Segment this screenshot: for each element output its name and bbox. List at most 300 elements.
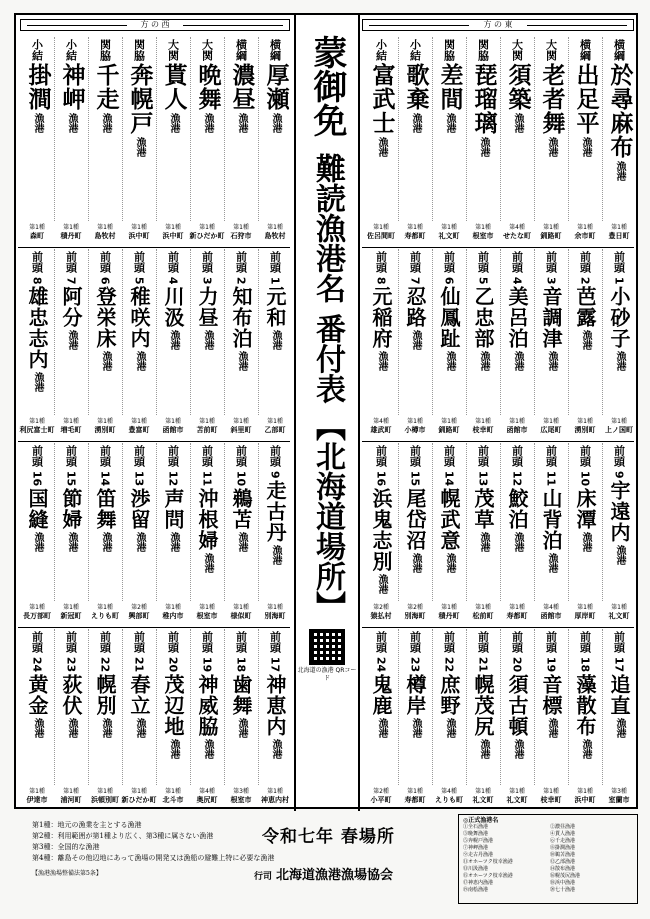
official-port-names-list [463,824,633,894]
port-class: 第1種 [267,418,283,425]
official-port-name-item: ⑰神恵内漁港 [463,880,494,886]
port-class: 第1種 [63,788,79,795]
port-suffix: 漁港 [580,532,591,553]
port-class: 第1種 [29,224,45,231]
rank-label: 前頭 5 [476,251,490,285]
column-divider [534,37,535,221]
port-name: 掛澗 [24,63,51,111]
municipality [189,223,225,241]
port-name: 鬼鹿 [369,674,393,717]
municipality [601,417,637,435]
municipality-name: 松前町 [472,612,494,620]
column-divider [568,629,569,785]
municipality [223,417,259,435]
port-name: 神威脇 [195,674,219,738]
municipality-name: 利尻富士町 [19,426,55,434]
wrestler-entry [226,445,256,601]
wrestler-entry [124,251,154,415]
port-class: 第1種 [441,224,457,231]
rank-label: 前頭 3 [200,251,214,285]
rank-label: 前頭 6 [98,251,112,285]
port-suffix: 漁港 [580,330,591,351]
municipality [533,603,569,621]
municipality-name: 厚岸町 [574,612,596,620]
municipality-name: 島牧村 [94,232,116,240]
municipality [601,223,637,241]
wrestler-entry [90,445,120,601]
rank-label: 前頭 23 [64,631,78,673]
wrestler-entry [604,445,634,601]
rank-label: 前頭 10 [234,445,248,487]
port-name: 小砂子 [607,286,631,350]
wrestler-entry [22,631,52,785]
municipality-name: 様似町 [230,612,252,620]
port-class: 第1種 [543,224,559,231]
port-suffix: 漁港 [100,351,111,372]
row-divider [362,441,634,442]
port-suffix: 漁港 [478,351,489,372]
rank-label: 前頭 18 [234,631,248,673]
municipality [465,417,501,435]
wrestler-entry [56,631,86,785]
column-divider [190,249,191,415]
column-divider [432,37,433,221]
port-name: 幌茂尻 [471,674,495,738]
municipality-name: 寿都町 [404,232,426,240]
port-name: 山背泊 [539,488,563,552]
municipality-name: 別海町 [404,612,426,620]
municipality [567,787,603,805]
port-suffix: 漁港 [32,113,43,133]
port-class: 第1種 [63,224,79,231]
port-suffix: 漁港 [512,739,523,760]
rank-label: 前頭 6 [442,251,456,285]
municipality [397,417,433,435]
port-name: 庶野 [437,674,461,717]
wrestler-entry [90,631,120,785]
column-divider [466,249,467,415]
port-name: 千走 [92,63,119,111]
municipality-name: 浜中町 [162,232,184,240]
wrestler-entry [502,445,532,601]
column-divider [190,443,191,601]
municipality-name: 奥尻町 [196,796,218,804]
municipality-name: 小平町 [370,796,392,804]
wrestler-entry [192,631,222,785]
center-column [294,15,360,811]
port-suffix: 漁港 [410,718,421,739]
wrestler-entry [124,631,154,785]
port-class: 第1種 [475,224,491,231]
column-divider [466,443,467,601]
port-suffix: 漁港 [270,113,281,133]
port-suffix: 漁港 [134,532,145,553]
municipality-name: 根室市 [196,612,218,620]
municipality [601,787,637,805]
port-suffix: 漁港 [270,739,281,760]
port-name: 出足平 [572,63,599,135]
municipality [431,603,467,621]
footer [14,812,638,907]
wrestler-entry [90,39,120,221]
municipality [601,603,637,621]
port-suffix: 漁港 [444,113,455,133]
port-name: 差間 [436,63,463,111]
port-name: 追直 [607,674,631,717]
port-name: 雄忠志内 [25,286,49,371]
municipality-name: 斜里町 [230,426,252,434]
municipality [431,417,467,435]
port-suffix: 漁港 [580,137,591,157]
municipality-name: 寿都町 [404,796,426,804]
rank-label: 前頭 20 [166,631,180,673]
rank-label: 前頭 8 [30,251,44,285]
port-suffix: 漁港 [66,330,77,351]
municipality-name: 雄武町 [370,426,392,434]
wrestler-entry [434,445,464,601]
port-suffix: 漁港 [614,351,625,372]
municipality-name: 別海町 [264,612,286,620]
legend-row: 第1種：地元の漁業を主とする漁港 [32,821,142,829]
east-side-header: 方 の 東 [362,19,634,31]
wrestler-entry [260,39,290,221]
rank-label: 前頭 22 [442,631,456,673]
municipality [499,417,535,435]
rank-label: 前頭 8 [374,251,388,285]
organizer [254,864,454,883]
municipality [499,603,535,621]
port-name: 歯舞 [229,674,253,717]
port-class: 第1種 [233,224,249,231]
municipality-name: 礼文町 [438,232,460,240]
port-suffix: 漁港 [32,532,43,553]
port-suffix: 漁港 [270,545,281,566]
municipality-name: 浜中町 [574,796,596,804]
port-name: 笛舞 [93,488,117,531]
municipality [19,417,55,435]
port-suffix: 漁港 [168,113,179,133]
column-divider [190,37,191,221]
port-name: 幌武意 [437,488,461,552]
season-title: 令和七年 春場所 [262,827,395,847]
port-suffix: 漁港 [410,330,421,351]
municipality-name: 北斗市 [162,796,184,804]
port-class: 第1種 [131,418,147,425]
port-name: 須古頓 [505,674,529,738]
port-name: 仙鳳趾 [437,286,461,350]
wrestler-entry [502,39,532,221]
municipality [257,787,293,805]
rank-label: 前頭 4 [166,251,180,285]
rank-label: 横綱 [612,39,626,61]
column-divider [500,249,501,415]
municipality [465,223,501,241]
rank-label: 前頭 17 [612,631,626,673]
municipality-name: えりも町 [91,612,119,620]
port-name: 力昼 [195,286,219,329]
wrestler-entry [604,251,634,415]
wrestler-entry [536,251,566,415]
rank-label: 前頭 18 [578,631,592,673]
column-divider [466,37,467,221]
port-suffix: 漁港 [376,718,387,739]
wrestler-entry [260,445,290,601]
port-suffix: 漁港 [100,718,111,739]
port-suffix: 漁港 [512,532,523,553]
port-class: 第1種 [233,418,249,425]
municipality-name: 礼文町 [472,796,494,804]
municipality-name: 神恵内村 [261,796,289,804]
port-name: 荻伏 [59,674,83,717]
column-divider [88,629,89,785]
port-name: 元稲府 [369,286,393,350]
municipality [87,603,123,621]
port-name: 茂草 [471,488,495,531]
municipality-name: 石狩市 [230,232,252,240]
municipality [223,223,259,241]
municipality-name: 浜頓別町 [91,796,119,804]
column-divider [602,629,603,785]
port-class: 第1種 [577,224,593,231]
rank-label: 前頭 12 [166,445,180,487]
wrestler-entry [366,445,396,601]
port-name: 歌棄 [402,63,429,111]
official-port-name-item: ⑮オホーツク枝幸漁港 [463,873,513,879]
rank-label: 横綱 [268,39,282,61]
municipality-name: 小樽市 [404,426,426,434]
port-class: 第1種 [509,788,525,795]
rank-label: 大関 [166,39,180,61]
port-suffix: 漁港 [512,113,523,133]
port-class: 第1種 [233,604,249,611]
port-class: 第1種 [407,224,423,231]
port-name: 元和 [263,286,287,329]
port-name: 忍路 [403,286,427,329]
port-class: 第1種 [63,418,79,425]
rank-label: 前頭 24 [374,631,388,673]
rank-label: 前頭 5 [132,251,146,285]
official-port-names-title: ◎正式漁港名 [463,817,499,824]
municipality [533,223,569,241]
wrestler-entry [570,445,600,601]
municipality-name: 函館市 [162,426,184,434]
wrestler-entry [158,631,188,785]
municipality-name: 礼文町 [608,612,630,620]
municipality [53,417,89,435]
wrestler-entry [22,39,52,221]
official-port-name-item: ⑪オホーツク枝幸漁港 [463,859,513,865]
port-name: 厚瀬 [262,63,289,111]
port-class: 第1種 [509,418,525,425]
port-class: 第1種 [29,418,45,425]
municipality-name: 根室市 [472,232,494,240]
municipality-name: 豊日町 [608,232,630,240]
port-name: 於尋麻布 [606,63,633,159]
municipality-name: 増毛町 [60,426,82,434]
port-class: 第3種 [233,788,249,795]
port-class: 第2種 [373,604,389,611]
municipality-name: 湧別町 [574,426,596,434]
port-suffix: 漁港 [444,553,455,574]
column-divider [258,37,259,221]
municipality [363,223,399,241]
wrestler-entry [226,251,256,415]
port-name: 阿分 [59,286,83,329]
column-divider [156,37,157,221]
port-name: 渉留 [127,488,151,531]
port-suffix: 漁港 [100,113,111,133]
municipality [431,787,467,805]
port-suffix: 漁港 [202,739,213,760]
port-name: 茂辺地 [161,674,185,738]
qr-code[interactable] [309,629,345,665]
column-divider [88,249,89,415]
column-divider [398,37,399,221]
municipality [223,603,259,621]
wrestler-entry [400,251,430,415]
municipality-name: 稚内市 [162,612,184,620]
port-suffix: 漁港 [134,137,145,157]
port-suffix: 漁港 [546,553,557,574]
legend-row: 第4種：離島その他辺地にあって漁場の開発又は漁船の避難上特に必要な漁港 [32,854,275,862]
municipality [19,603,55,621]
municipality-name: 釧路町 [438,426,460,434]
municipality [53,223,89,241]
port-class: 第1種 [165,604,181,611]
official-port-name-item: ④貰人漁港 [550,831,576,837]
port-class: 第4種 [373,418,389,425]
official-port-name-item: ③晩舞漁港 [463,831,489,837]
official-port-name-item: ⑲南桧漁港 [463,887,489,893]
municipality-name: 森町 [30,232,44,240]
municipality-name: 根室市 [230,796,252,804]
port-class: 第1種 [475,418,491,425]
venue-title: 【北海道場所】 [310,411,345,622]
rank-label: 関脇 [132,39,146,61]
municipality [397,603,433,621]
port-class: 第1種 [611,604,627,611]
row-divider [362,247,634,248]
column-divider [568,249,569,415]
municipality-name: 浜中町 [128,232,150,240]
column-divider [122,37,123,221]
municipality-name: 興部町 [128,612,150,620]
rank-label: 小結 [30,39,44,61]
rank-label: 前頭 16 [374,445,388,487]
port-name: 富武士 [368,63,395,135]
kanban-title: 蒙御免 [307,35,347,137]
port-class: 第4種 [509,224,525,231]
port-name: 鮫泊 [505,488,529,531]
legend-row: 第2種：利用範囲が第1種より広く、第3種に属さない漁港 [32,832,214,840]
banzuke-sheet [14,13,638,809]
municipality-name: せたな町 [503,232,531,240]
wrestler-entry [192,445,222,601]
wrestler-entry [468,631,498,785]
port-name: 須築 [504,63,531,111]
municipality [189,417,225,435]
wrestler-entry [90,251,120,415]
row-divider [362,627,634,628]
column-divider [224,443,225,601]
qr-caption: 北海道の漁港 QRコード [297,667,357,683]
column-divider [224,629,225,785]
municipality [155,787,191,805]
port-class: 第4種 [441,788,457,795]
port-suffix: 漁港 [614,161,625,181]
port-suffix: 漁港 [270,330,281,351]
municipality [431,223,467,241]
wrestler-entry [158,445,188,601]
wrestler-entry [536,445,566,601]
municipality-name: 上ノ国町 [605,426,633,434]
wrestler-entry [56,39,86,221]
column-divider [466,629,467,785]
port-suffix: 漁港 [66,532,77,553]
municipality [257,603,293,621]
port-name: 美呂泊 [505,286,529,350]
rank-label: 関脇 [98,39,112,61]
official-port-names-box [458,814,638,904]
column-divider [88,37,89,221]
port-class: 第1種 [441,418,457,425]
port-name: 黄金 [25,674,49,717]
row-divider [18,247,290,248]
rank-label: 前頭 1 [612,251,626,285]
municipality [363,787,399,805]
port-name: 晩舞 [194,63,221,111]
rank-label: 前頭 9 [268,445,282,479]
rank-label: 前頭 12 [510,445,524,487]
port-name: 声問 [161,488,185,531]
official-port-name-item: ⑦神岬漁港 [463,845,489,851]
port-name: 鵜苫 [229,488,253,531]
column-divider [602,249,603,415]
wrestler-entry [56,445,86,601]
rank-label: 前頭 21 [476,631,490,673]
rank-label: 前頭 2 [234,251,248,285]
municipality [189,787,225,805]
municipality [87,223,123,241]
port-name: 幌別 [93,674,117,717]
rank-label: 前頭 3 [544,251,558,285]
port-name: 琵瑠璃 [470,63,497,135]
port-suffix: 漁港 [614,545,625,566]
port-class: 第1種 [543,788,559,795]
wrestler-entry [434,631,464,785]
municipality [87,787,123,805]
port-name: 乙忠部 [471,286,495,350]
port-name: 春立 [127,674,151,717]
wrestler-entry [604,631,634,785]
column-divider [568,37,569,221]
column-divider [534,443,535,601]
wrestler-entry [468,445,498,601]
wrestler-entry [502,631,532,785]
official-port-name-item: ⑫乙部漁港 [550,859,576,865]
port-suffix: 漁港 [376,351,387,372]
column-divider [54,249,55,415]
rank-label: 大関 [544,39,558,61]
port-class: 第1種 [267,788,283,795]
municipality [499,787,535,805]
wrestler-entry [22,251,52,415]
port-class: 第1種 [267,604,283,611]
wrestler-entry [502,251,532,415]
column-divider [398,629,399,785]
port-name: 音調津 [539,286,563,350]
wrestler-entry [56,251,86,415]
